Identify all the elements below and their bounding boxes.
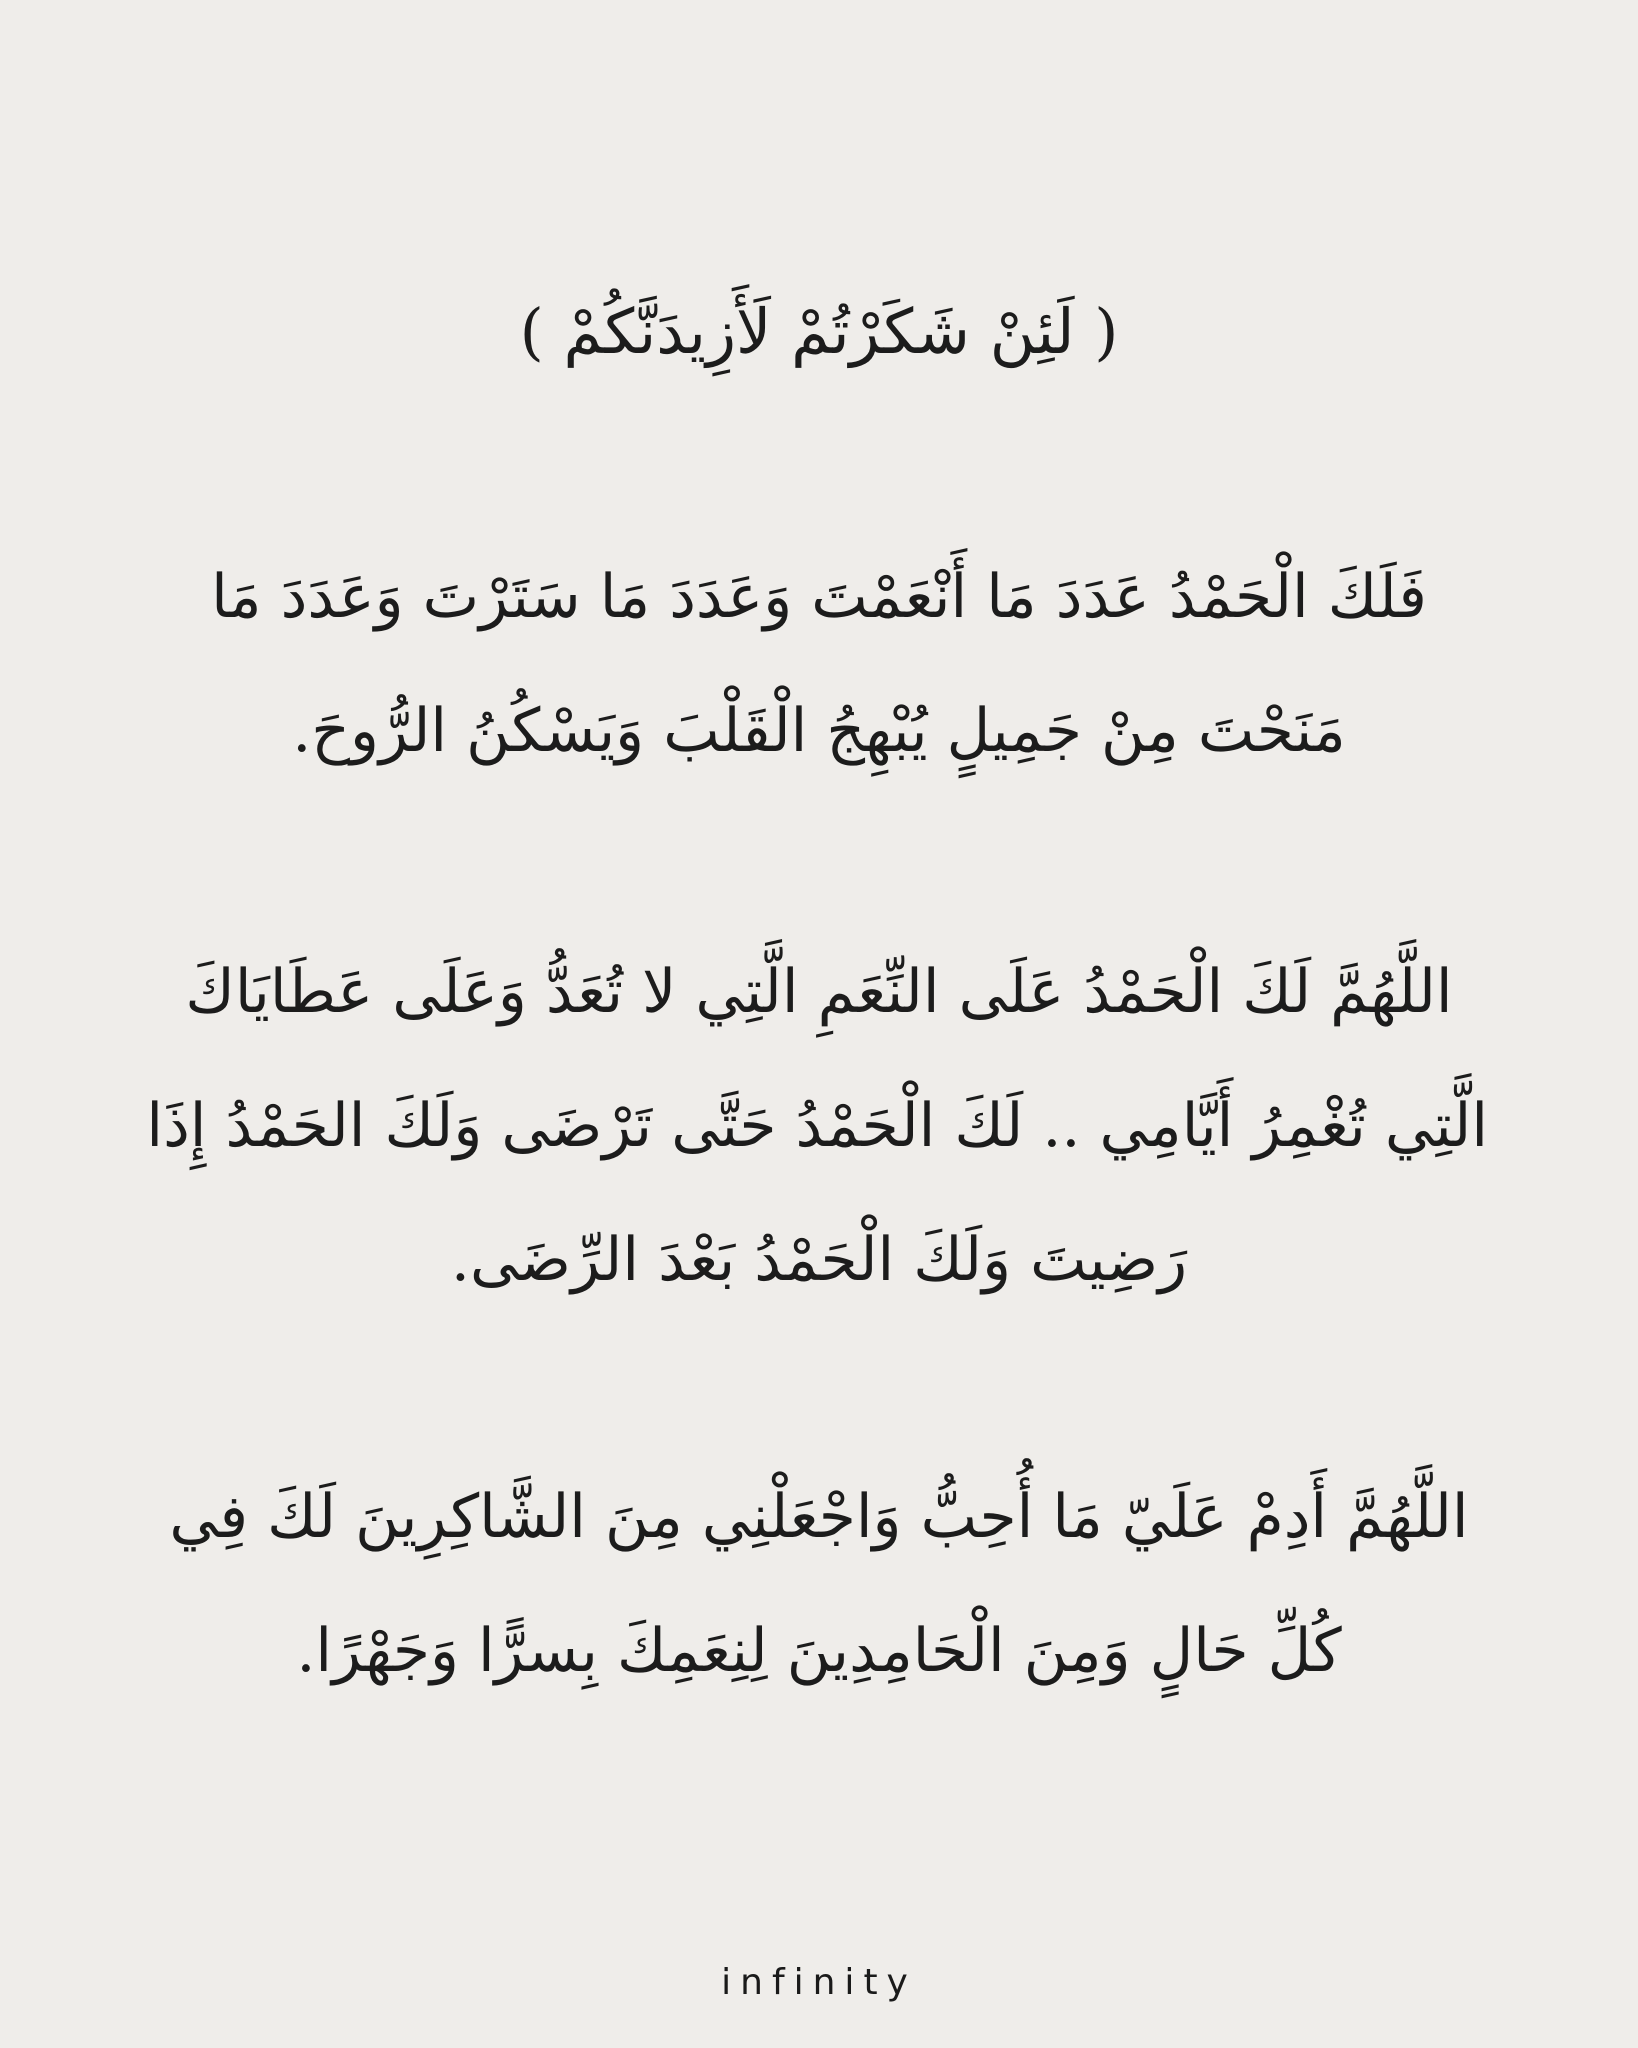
- paragraph-2-line-3: رَضِيتَ وَلَكَ الْحَمْدُ بَعْدَ الرِّضَى.: [450, 1225, 1188, 1295]
- paragraph-3-line-1: اللَّهُمَّ أَدِمْ عَلَيّ مَا أُحِبُّ وَاجْعَلْنِي مِنَ الشَّاكِرِينَ لَكَ فِي: [169, 1482, 1469, 1552]
- paragraph-1: [150, 530, 1488, 798]
- paragraph-1-line-2: مَنَحْتَ مِنْ جَمِيلٍ يُبْهِجُ الْقَلْبَ وَيَسْكُنُ الرُّوحَ.: [292, 696, 1346, 766]
- footer-brand: infinity: [721, 1962, 917, 2003]
- paragraph-1-line-1: فَلَكَ الْحَمْدُ عَدَدَ مَا أَنْعَمْتَ وَعَدَدَ مَا سَتَرْتَ وَعَدَدَ مَا: [211, 562, 1427, 632]
- paragraph-2-line-2: الَّتِي تُغْمِرُ أَيَّامِي .. لَكَ الْحَمْدُ حَتَّى تَرْضَى وَلَكَ الحَمْدُ إِذَا: [146, 1091, 1488, 1161]
- verse-title: ( لَئِنْ شَكَرْتُمْ لَأَزِيدَنَّكُمْ ): [519, 295, 1119, 368]
- paragraph-2-line-1: اللَّهُمَّ لَكَ الْحَمْدُ عَلَى النِّعَمِ الَّتِي لا تُعَدُّ وَعَلَى عَطَايَاكَ: [185, 957, 1453, 1027]
- paragraph-3: [150, 1450, 1488, 1718]
- paragraph-3-line-2: كُلِّ حَالٍ وَمِنَ الْحَامِدِينَ لِنِعَمِكَ بِسرًّا وَجَهْرًا.: [296, 1616, 1342, 1686]
- paragraph-2: [146, 925, 1488, 1327]
